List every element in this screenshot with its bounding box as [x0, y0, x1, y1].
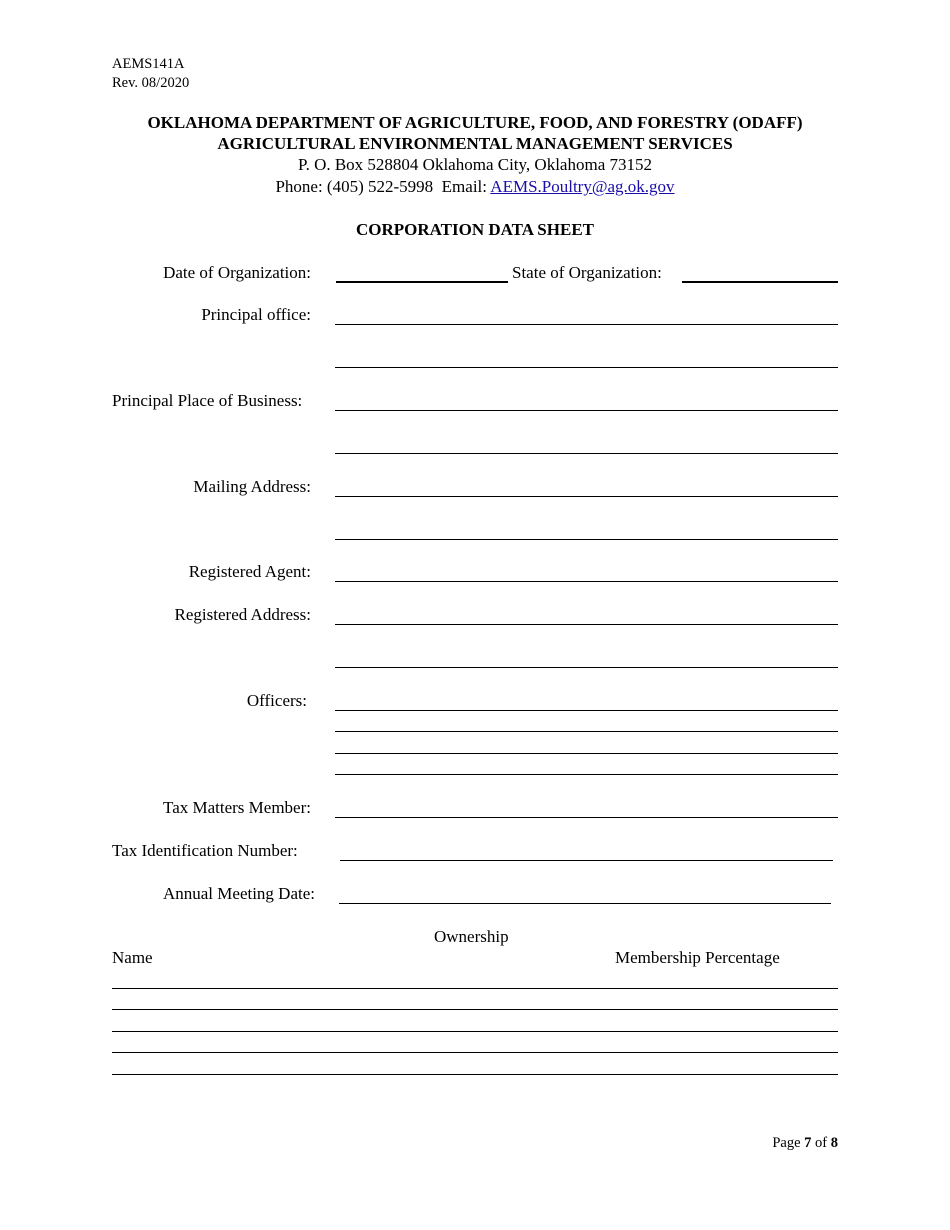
- principal-office-field-2[interactable]: [335, 367, 838, 368]
- registered-agent-field[interactable]: [335, 581, 838, 582]
- date-of-organization-label: Date of Organization:: [163, 263, 311, 282]
- mailing-address-field-1[interactable]: [335, 496, 838, 497]
- state-of-organization-label: State of Organization:: [512, 263, 662, 282]
- registered-address-field-2[interactable]: [335, 667, 838, 668]
- membership-percentage-column-header: Membership Percentage: [615, 948, 780, 967]
- principal-place-of-business-label: Principal Place of Business:: [112, 391, 303, 410]
- tax-identification-number-field[interactable]: [340, 860, 833, 861]
- contact-line: [0, 177, 950, 197]
- ownership-heading: Ownership: [434, 927, 509, 946]
- principal-place-of-business-field-2[interactable]: [335, 453, 838, 454]
- page-of: of: [811, 1135, 831, 1151]
- tax-matters-member-label: Tax Matters Member:: [163, 798, 311, 817]
- date-of-organization-field[interactable]: [336, 281, 508, 283]
- form-title: CORPORATION DATA SHEET: [355, 220, 595, 239]
- officers-field-2[interactable]: [335, 731, 838, 732]
- mailing-address-field-2[interactable]: [335, 539, 838, 540]
- revision-date: Rev. 08/2020: [112, 75, 190, 91]
- phone-text: Phone: (405) 522-5998 Email:: [275, 177, 491, 196]
- registered-agent-label: Registered Agent:: [188, 562, 311, 581]
- page-total: 8: [830, 1135, 838, 1151]
- officers-field-4[interactable]: [335, 774, 838, 775]
- annual-meeting-date-label: Annual Meeting Date:: [162, 884, 315, 903]
- tax-identification-number-label: Tax Identification Number:: [112, 841, 298, 860]
- email-link[interactable]: AEMS.Poultry@ag.ok.gov: [490, 177, 675, 196]
- form-code: AEMS141A: [112, 56, 185, 72]
- registered-address-field-1[interactable]: [335, 624, 838, 625]
- officers-field-1[interactable]: [335, 710, 838, 711]
- name-column-header: Name: [112, 948, 153, 967]
- principal-office-field-1[interactable]: [335, 324, 838, 325]
- principal-office-label: Principal office:: [201, 305, 311, 324]
- ownership-row-line[interactable]: [112, 1009, 838, 1010]
- officers-field-3[interactable]: [335, 753, 838, 754]
- ownership-row-line[interactable]: [112, 1031, 838, 1032]
- division-name: AGRICULTURAL ENVIRONMENTAL MANAGEMENT SERVICES: [217, 134, 733, 153]
- ownership-row-line[interactable]: [112, 1052, 838, 1053]
- mailing-address-line: P. O. Box 528804 Oklahoma City, Oklahoma 73152: [298, 155, 652, 174]
- officers-label: Officers:: [246, 691, 307, 710]
- page-label: Page: [772, 1135, 805, 1151]
- page-number: [772, 1135, 838, 1152]
- department-name: OKLAHOMA DEPARTMENT OF AGRICULTURE, FOOD, AND FORESTRY (ODAFF): [147, 113, 803, 132]
- annual-meeting-date-field[interactable]: [339, 903, 831, 904]
- state-of-organization-field[interactable]: [682, 281, 838, 283]
- ownership-row-line[interactable]: [112, 1074, 838, 1075]
- page-current: 7: [804, 1135, 812, 1151]
- registered-address-label: Registered Address:: [174, 605, 311, 624]
- tax-matters-member-field[interactable]: [335, 817, 838, 818]
- ownership-row-line[interactable]: [112, 988, 838, 989]
- principal-place-of-business-field-1[interactable]: [335, 410, 838, 411]
- mailing-address-label: Mailing Address:: [193, 477, 311, 496]
